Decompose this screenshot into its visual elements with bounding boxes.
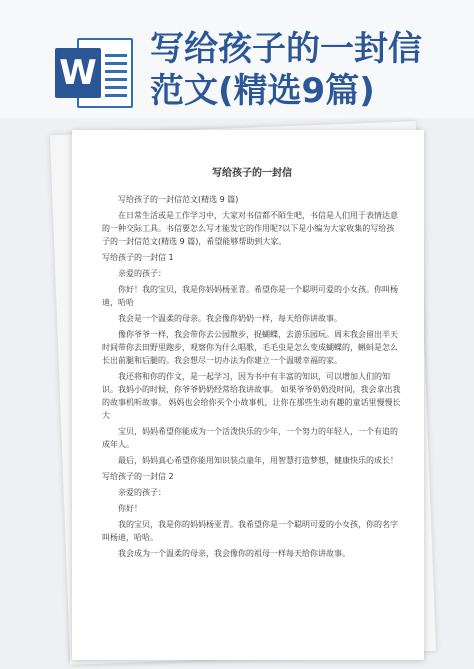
- header-banner: [0, 0, 474, 118]
- body-paragraph: 在日常生活或是工作学习中，大家对书信都不陌生吧，书信是人们用于表情达意的一种交际工具。书信要怎么写才能发它的作用呢?以下是小编为大家收集的写给孩子的一封信范文(精选 9 篇)，希望能够帮助到大家。: [102, 211, 398, 246]
- word-line: [105, 54, 127, 57]
- word-line: [105, 78, 127, 81]
- page-content: [102, 164, 402, 563]
- word-line: [105, 94, 127, 97]
- word-line: [105, 70, 127, 73]
- body-paragraph: 像你爷爷一样，我会带你去公园散步，捉蝴蝶，去游乐园玩。周末我会留出半天时间带你去田野里跑步，观察你为什么唱歌，毛毛虫是怎么变成蝴蝶的，蝌蚪是怎么长出前腿和后腿的。我会想尽一切办法为你建立一个温暖幸福的家。: [102, 330, 398, 365]
- body-paragraph: 最后，妈妈真心希望你能用知识装点童年，用智慧打造梦想，健康快乐的成长！: [118, 456, 398, 465]
- heading-line-1: 写给孩子的一封信: [150, 29, 422, 69]
- body-paragraph: 宝贝，妈妈希望你能成为一个活泼快乐的少年，一个努力的年轻人，一个有追的成年人。: [102, 427, 398, 449]
- body-paragraph: 你好！: [118, 504, 142, 513]
- body-paragraph: 写给孩子的一封信范文(精选 9 篇): [118, 195, 239, 204]
- section-heading: 写给孩子的一封信 1: [102, 253, 174, 262]
- word-w-badge: W: [55, 48, 101, 98]
- word-document-icon: [55, 38, 133, 108]
- paragraph-list: [102, 193, 402, 560]
- word-line: [105, 86, 127, 89]
- body-paragraph: 我还将和你的作文，是一起学习，因为书中有丰富的知识，可以增加人们的知识。我妈小的时候，你爷爷奶奶经常给我讲故事。 如果爷爷奶奶没时间，我会拿出我的故事机听故事。 妈妈也会给你买个小故事机，让你在那些生动有趣的童话里慢慢长大: [102, 372, 401, 420]
- document-page: [72, 130, 424, 660]
- section-heading: 写给孩子的一封信 2: [102, 472, 174, 481]
- body-paragraph: 我的宝贝，我是你的妈妈杨亚青。我希望你是一个聪明可爱的小女孩，你的名字叫杨迪，哈哈。: [102, 520, 398, 542]
- body-paragraph: 你好！我的宝贝，我是你妈妈杨亚青。希望你是一个聪明可爱的小女孩。你叫杨迪，哈哈: [102, 285, 398, 307]
- word-line: [105, 62, 127, 65]
- document-heading: [150, 28, 470, 112]
- body-paragraph: 我会是一个温柔的母亲。我会像你奶奶一样，每天给你讲故事。: [118, 314, 342, 323]
- page-title: 写给孩子的一封信: [212, 168, 292, 179]
- body-paragraph: 亲爱的孩子：: [118, 269, 166, 278]
- heading-line-2: 范文(精选9篇): [150, 71, 375, 111]
- body-paragraph: 亲爱的孩子：: [118, 488, 166, 497]
- body-paragraph: 我会成为一个温柔的母亲，我会像你的祖母一样每天给你讲故事。: [118, 549, 350, 558]
